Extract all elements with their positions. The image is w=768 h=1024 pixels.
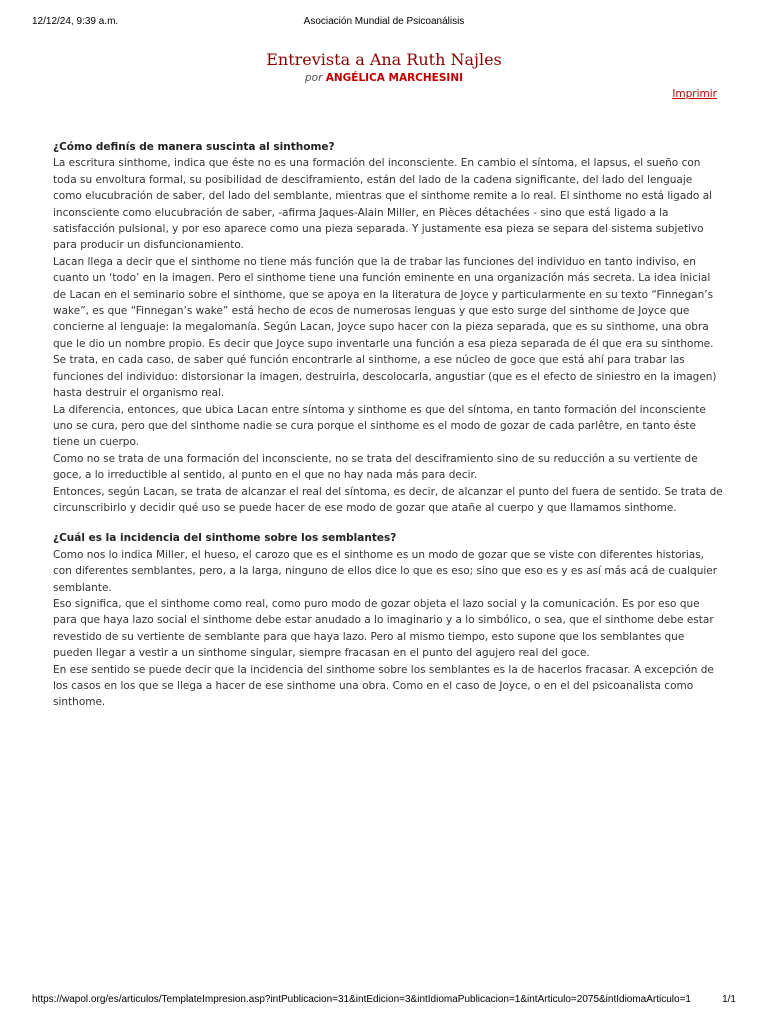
article-body <box>53 139 723 711</box>
paragraph: En ese sentido se puede decir que la incidencia del sinthome sobre los semblantes es la de hacerlos fracasar. A excepción de los casos en los que se llega a hacer de ese sinthome una obra. Como en el caso de Joyce, o en el del psicoanalista como sinthome. <box>53 663 714 709</box>
section-question: ¿Cuál es la incidencia del sinthome sobre los semblantes? <box>53 532 397 545</box>
paragraph: Se trata, en cada caso, de saber qué función encontrarle al sinthome, a ese núcleo de goce que está ahí para trabar las funciones del individuo: distorsionar la imagen, destruirla, descolocarla, angustiar (que es el efecto de siniestro en la imagen) hasta destruir el organismo real. <box>53 354 717 400</box>
article-title: Entrevista a Ana Ruth Najles <box>266 50 502 69</box>
paragraph: Entonces, según Lacan, se trata de alcanzar el real del síntoma, es decir, de alcanzar el punto del fuera de sentido. Se trata de circunscribirlo y decidir qué uso se puede hacer de ese modo de gozar que atañe al cuerpo y que llamamos sinthome. <box>53 485 723 514</box>
print-site-name: Asociación Mundial de Psicoanálisis <box>303 16 465 27</box>
print-link[interactable]: Imprimir <box>672 88 717 100</box>
print-date: 12/12/24, 9:39 a.m. <box>32 16 119 27</box>
paragraph: Lacan llega a decir que el sinthome no tiene más función que la de trabar las funciones del individuo en tanto indiviso, en cuanto un ‘todo’ en la imagen. Pero el sinthome tiene una función eminente en una organización más secreta. La idea inicial de Lacan en el seminario sobre el sinthome, que se apoya en la literatura de Joyce y particularmente en su texto “Finnegan’s wake”, es que “Finnegan’s wake” está hecho de ecos de numerosas lenguas y que esto surge del sinthome de Joyce que concierne al lenguaje: la megalomanía. Según Lacan, Joyce supo hacer con la pieza separada, que es su sinthome, una obra que le dio un nombre propio. Es decir que Joyce supo inventarle una función a esa pieza separada de él que era su sinthome. <box>53 255 714 350</box>
paragraph: Como nos lo indica Miller, el hueso, el carozo que es el sinthome es un modo de gozar que se viste con diferentes historias, con diferentes semblantes, pero, a la larga, ninguno de ellos dice lo que es eso; sino que eso es y es así más acá de cualquier semblante. <box>53 548 718 594</box>
section-question: ¿Cómo definís de manera suscinta al sinthome? <box>53 141 335 153</box>
paragraph: La escritura sinthome, indica que éste no es una formación del inconsciente. En cambio el síntoma, el lapsus, el sueño con toda su envoltura formal, su posibilidad de desciframiento, están del lado de la cadena significante, del lado del lenguaje como elucubración de saber, del lado del semblante, mientras que el sinthome remite a lo real. El sinthome no está ligado al inconsciente como elucubración de saber, -afirma Jaques-Alain Miller, en Pièces détachées - sino que está ligado a la satisfacción pulsional, y por eso aparece como una pieza separada. Y justamente esa pieza se separa del sistema subjetivo para producir un disfuncionamiento. <box>53 157 713 252</box>
print-url: https://wapol.org/es/articulos/TemplateImpresion.asp?intPublicacion=31&intEdicion=3&intIdiomaPublicacion=1&intArticulo=2075&intIdiomaArticulo=1 <box>32 994 691 1005</box>
article-author: ANGÉLICA MARCHESINI <box>325 72 464 84</box>
section-spacer <box>53 516 723 530</box>
paragraph: Eso significa, que el sinthome como real, como puro modo de gozar objeta el lazo social y la comunicación. Es por eso que para que haya lazo social el sinthome debe estar anudado a lo imaginario y a lo simbólico, o sea, que el sinthome debe estar revestido de su vertiente de semblante para que haya lazo. Pero al mismo tiempo, esto supone que los semblantes que pueden llegar a vestir a un sinthome singular, siempre fracasan en el punto del agujero real del goce. <box>53 597 714 660</box>
paragraph: Como no se trata de una formación del inconsciente, no se trata del desciframiento sino de su reducción a su vertiente de goce, a lo irreductible al sentido, al punto en el que no hay nada más para decir. <box>53 452 698 482</box>
paragraph: La diferencia, entonces, que ubica Lacan entre síntoma y sinthome es que del síntoma, en tanto formación del inconsciente uno se cura, pero que del sinthome nadie se cura porque el sinthome es el modo de gozar de cada parlêtre, en tanto éste tiene un cuerpo. <box>53 403 706 449</box>
page-number: 1/1 <box>722 994 736 1005</box>
article-byline <box>0 72 768 84</box>
byline-prefix: por <box>304 72 323 84</box>
